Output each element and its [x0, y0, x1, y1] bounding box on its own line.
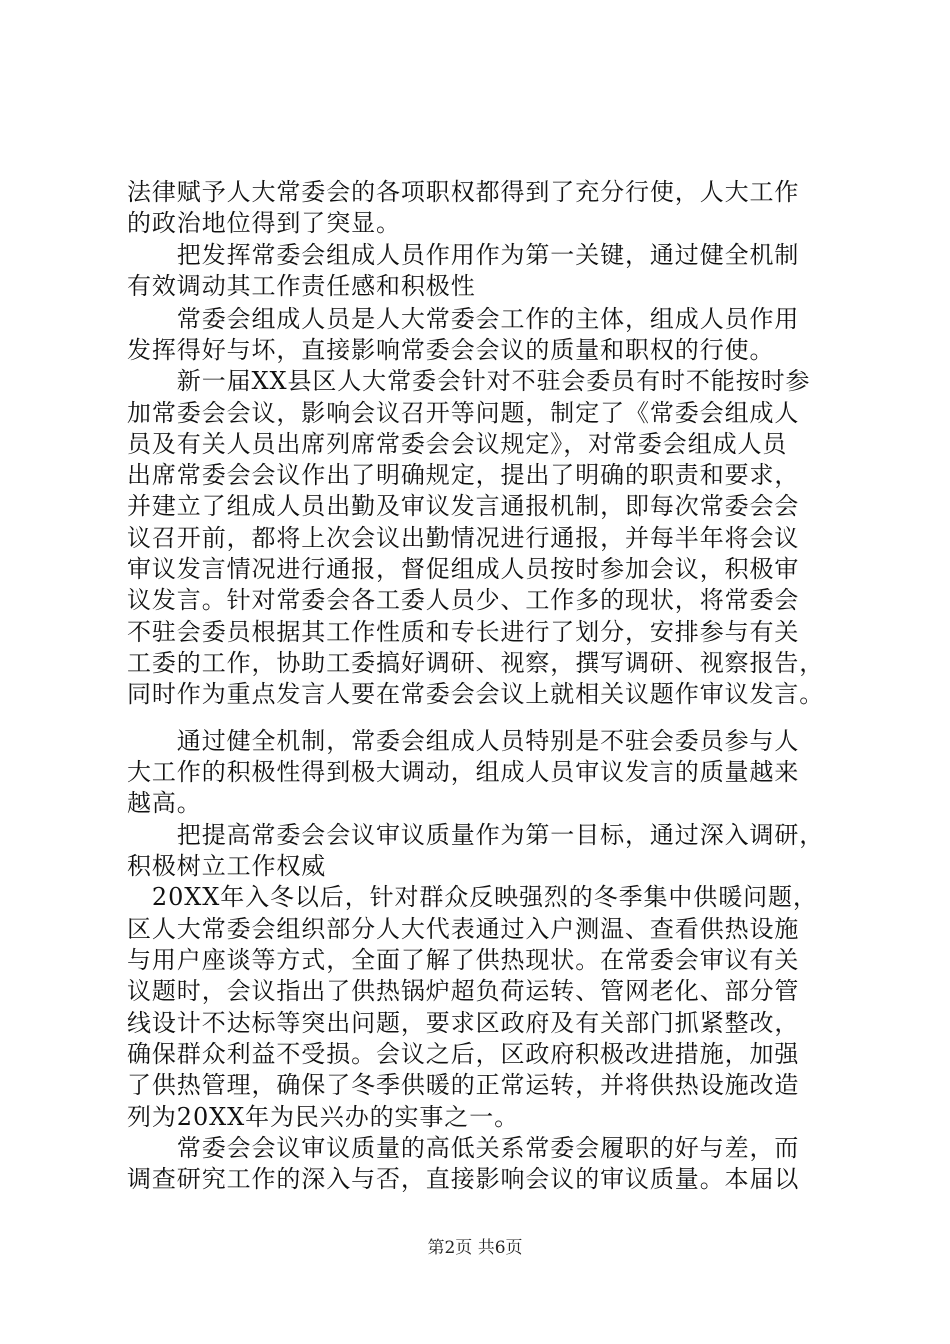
text-line: 不驻会委员根据其工作性质和专长进行了划分，安排参与有关: [127, 618, 800, 646]
text-line: 的政治地位得到了突显。: [127, 209, 401, 237]
text-line: 议发言。针对常委会各工委人员少、工作多的现状，将常委会: [127, 586, 800, 614]
text-line: 确保群众利益不受损。会议之后，区政府积极改进措施，加强: [127, 1040, 800, 1068]
text-line: 区人大常委会组织部分人大代表通过入户测温、查看供热设施: [127, 915, 800, 943]
text-line: 大工作的积极性得到极大调动，组成人员审议发言的质量越来: [127, 758, 800, 786]
text-line: 并建立了组成人员出勤及审议发言通报机制，即每次常委会会: [127, 492, 800, 520]
text-line: 同时作为重点发言人要在常委会会议上就相关议题作审议发言。: [127, 680, 825, 708]
page-total: 共6页: [477, 1238, 523, 1258]
section-heading: 把发挥常委会组成人员作用作为第一关键，通过健全机制: [127, 241, 800, 269]
page-number: 第2页: [427, 1238, 473, 1258]
text-line: 调查研究工作的深入与否，直接影响会议的审议质量。本届以: [127, 1165, 800, 1193]
text-line: 通过健全机制，常委会组成人员特别是不驻会委员参与人: [127, 727, 800, 755]
text-line: 议题时，会议指出了供热锅炉超负荷运转、管网老化、部分管: [127, 977, 800, 1005]
page-footer: [0, 1237, 950, 1259]
text-line: 常委会组成人员是人大常委会工作的主体，组成人员作用: [127, 305, 800, 333]
section-heading: 把提高常委会会议审议质量作为第一目标，通过深入调研，: [127, 821, 825, 849]
section-heading: 积极树立工作权威: [127, 852, 327, 880]
section-heading: 有效调动其工作责任感和积极性: [127, 272, 476, 300]
text-line: 越高。: [127, 789, 202, 817]
text-line: 新一届XX县区人大常委会针对不驻会委员有时不能按时参: [127, 367, 811, 395]
text-line: 与用户座谈等方式，全面了解了供热现状。在常委会审议有关: [127, 946, 800, 974]
text-line: 员及有关人员出席列席常委会会议规定》，对常委会组成人员: [127, 430, 788, 458]
text-line: 列为20XX年为民兴办的实事之一。: [127, 1103, 520, 1131]
text-line: 20XX年入冬以后，针对群众反映强烈的冬季集中供暖问题，: [127, 883, 818, 911]
text-line: 法律赋予人大常委会的各项职权都得到了充分行使，人大工作: [127, 178, 800, 206]
text-line: 审议发言情况进行通报，督促组成人员按时参加会议，积极审: [127, 555, 800, 583]
text-line: 议召开前，都将上次会议出勤情况进行通报，并每半年将会议: [127, 524, 800, 552]
text-line: 常委会会议审议质量的高低关系常委会履职的好与差，而: [127, 1134, 800, 1162]
text-line: 了供热管理，确保了冬季供暖的正常运转，并将供热设施改造: [127, 1071, 800, 1099]
text-line: 工委的工作，协助工委搞好调研、视察，撰写调研、视察报告，: [127, 649, 825, 677]
text-line: 出席常委会会议作出了明确规定，提出了明确的职责和要求，: [127, 461, 800, 489]
text-line: 发挥得好与坏，直接影响常委会会议的质量和职权的行使。: [127, 336, 775, 364]
text-line: 线设计不达标等突出问题，要求区政府及有关部门抓紧整改，: [127, 1009, 800, 1037]
text-line: 加常委会会议，影响会议召开等问题，制定了《常委会组成人: [127, 399, 800, 427]
